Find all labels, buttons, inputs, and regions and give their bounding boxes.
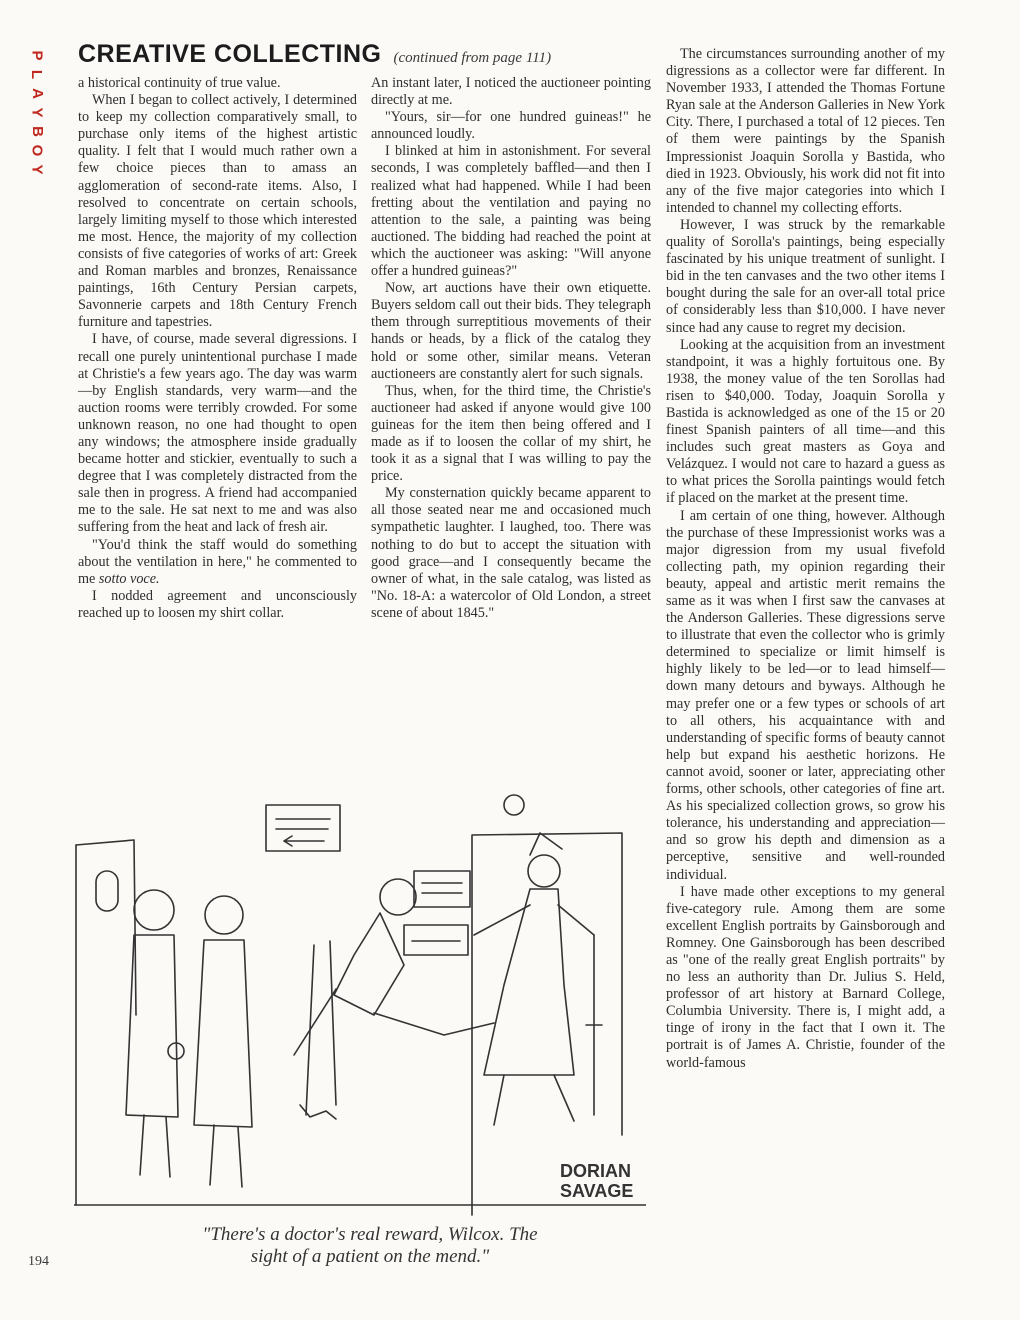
text-column-2 (371, 75, 651, 622)
continued-note: (continued from page 111) (393, 50, 552, 66)
crutches (306, 941, 336, 1115)
patient-legs (294, 989, 494, 1055)
paragraph: "Yours, sir—for one hundred guineas!" he announced loudly. (371, 109, 651, 143)
italic-phrase: sotto voce. (98, 570, 160, 587)
paragraph: Looking at the acquisition from an investment standpoint, it was a highly fortuitous one. By 1938, the money value of the ten Sorollas had risen to $40,000. Today, Joaquin Sorolla y Bastida is acknowledged as one of the 15 or 20 finest Spanish painters of all time—and this includes such great masters as Goya and Velázquez. I would not care to hazard a guess as to what prices the Sorolla paintings would fetch if placed on the market at the present time. (666, 336, 945, 507)
paragraph: When I began to collect actively, I determined to keep my collection comparatively small, to purchase only items of the highest artistic quality. I felt that I would much rather own a few choice pieces than to amass an agglomeration of second-rate items. Also, I resolved to concentrate on certain schools, largely limiting myself to those which interested me most. Hence, the majority of my collection consists of five categories of works of art: Greek and Roman marbles and bronzes, Renaissance paintings, 16th Century Persian carpets, Savonnerie carpets and 18th Century French furniture and tapestries. (78, 92, 357, 331)
masthead-letter: A (28, 88, 46, 99)
masthead-letter: Y (28, 164, 46, 175)
masthead-letter: P (28, 50, 46, 61)
caption-line: sight of a patient on the mend." (250, 1246, 490, 1267)
nurse-head (528, 855, 560, 887)
paragraph: I have, of course, made several digressions. I recall one purely unintentional purchase I made at Christie's a few years ago. The day was warm—by English standards, very warm—and the auction rooms were terribly crowded. For some unknown reason, no one had thought to open any windows; the atmosphere inside gradually became hotter and stickier, eventually to such a degree that I was completely distracted from the sale then in progress. A friend had accompanied me to the sale. He sat next to me and was also suffering from the heat and lack of fresh air. (78, 331, 357, 536)
doorway-right (472, 833, 622, 1215)
page-number: 194 (28, 1254, 49, 1269)
doctor-head (205, 896, 243, 934)
wall-picture (414, 871, 470, 907)
cartoon-caption (130, 1224, 610, 1268)
masthead-letter: B (28, 126, 46, 137)
doctor-head (134, 890, 174, 930)
cartoon-illustration (74, 785, 646, 1225)
door-left (76, 840, 136, 1015)
paragraph: An instant later, I noticed the auctioneer pointing directly at me. (371, 75, 651, 109)
paragraph (78, 537, 357, 588)
door-window (96, 871, 118, 911)
paragraph: a historical continuity of true value. (78, 75, 281, 91)
paragraph: Thus, when, for the third time, the Christie's auctioneer had asked if anyone would give 100 guineas for the item then being offered and I made as if to loosen the collar of my shirt, he took it as a signal that I was willing to pay the price. (371, 382, 651, 485)
magazine-masthead (26, 46, 48, 179)
artist-signature: DORIAN (560, 1161, 631, 1181)
notice-board (404, 925, 468, 955)
doctor-coat (194, 940, 252, 1127)
artist-signature: SAVAGE (560, 1181, 634, 1201)
patient-body (334, 913, 404, 1015)
paragraph: My consternation quickly became apparent to all those seated near me and occasioned much sympathetic laughter. I laughed, too. There was nothing to do but to accept the situation with good grace—and I consequently became the owner of what, in the sale catalog, was listed as "No. 18-A: a watercolor of Old London, a street scene of about 1845." (371, 485, 651, 621)
paragraph: Now, art auctions have their own etiquette. Buyers seldom call out their bids. They telegraph them through surreptitious movements of their hands or heads, by a flick of the catalog they hold or some other, similar means. Veteran auctioneers are constantly alert for such signals. (371, 280, 651, 382)
masthead-letter: O (28, 144, 46, 157)
wall-clock (504, 795, 524, 815)
patient-head (380, 879, 416, 915)
masthead-letter: L (28, 69, 46, 80)
paragraph: I am certain of one thing, however. Although the purchase of these Impressionist works was a major digression from my usual fivefold collecting path, my opinion regarding their beauty, appeal and artistic merit remains the same as it was when I first saw the canvases at the Anderson Galleries. These digressions serve to illustrate that even the collector who is grimly determined to specialize or limit himself is highly likely to be led—or to lead himself—down many detours and byways. Although he may prefer one or a few types or schools of art to all others, his acquaintance with and understanding of specific forms of beauty cannot help but expand his aesthetic horizons. He cannot avoid, sooner or later, appreciating other forms, other schools, other categories of fine art. As his specialized collection grows, so grow his tolerance, his understanding and appreciation—and so grow his depth and dimension as a perceptive, sensitive and well-rounded individual. (666, 507, 945, 883)
text-column-1 (78, 75, 357, 622)
nurse-dress (484, 889, 574, 1075)
text-column-3 (666, 46, 945, 1072)
masthead-letter: Y (28, 107, 46, 118)
caption-line: "There's a doctor's real reward, Wilcox. The (202, 1224, 538, 1245)
paragraph: The circumstances surrounding another of my digressions as a collector were far different. In November 1933, I attended the Thomas Fortune Ryan sale at the Anderson Galleries in New York City. There, I purchased a total of 12 pieces. Ten of them were paintings by the Spanish Impressionist Joaquin Sorolla y Bastida, who died in 1923. Obviously, his work did not fit into any of the five major categories into which I intended to channel my collecting efforts. (666, 46, 945, 216)
doctor-coat (126, 935, 178, 1117)
paragraph: I nodded agreement and unconsciously reached up to loosen my shirt collar. (78, 587, 357, 621)
article-title: CREATIVE COLLECTING (78, 40, 382, 68)
paragraph: I have made other exceptions to my general five-category rule. Among them are some excellent English portraits by Gainsborough and Romney. One Gainsborough has been described as "one of the really great English portraits" by no less an authority than Dr. Julius S. Held, professor of art history at Barnard College, Columbia University. There is, I might add, a tinge of irony in the fact that I own it. The portrait is of James A. Christie, founder of the world-famous (666, 883, 945, 1071)
nurse-cap (530, 833, 562, 855)
article-header (78, 40, 658, 69)
paragraph: However, I was struck by the remarkable quality of Sorolla's paintings, being especially fascinated by his unique treatment of sunlight. I bid in the ten canvases and the two other items I bought during the sale for an over-all total price of considerably less than $10,000. I have never since had any cause to regret my decision. (666, 216, 945, 336)
nurse-legs (494, 1075, 574, 1125)
paragraph: I blinked at him in astonishment. For several seconds, I was completely baffled—and then I realized what had happened. While I had been fretting about the ventilation and paying no attention to the sale, a painting was being auctioned. The bidding had reached the point at which the auctioneer was asking: "Will anyone offer a hundred guineas?" (371, 143, 651, 280)
quote-text: "You'd think the staff would do something about the ventilation in here," he commented to me (78, 536, 357, 587)
exit-sign (266, 805, 340, 851)
